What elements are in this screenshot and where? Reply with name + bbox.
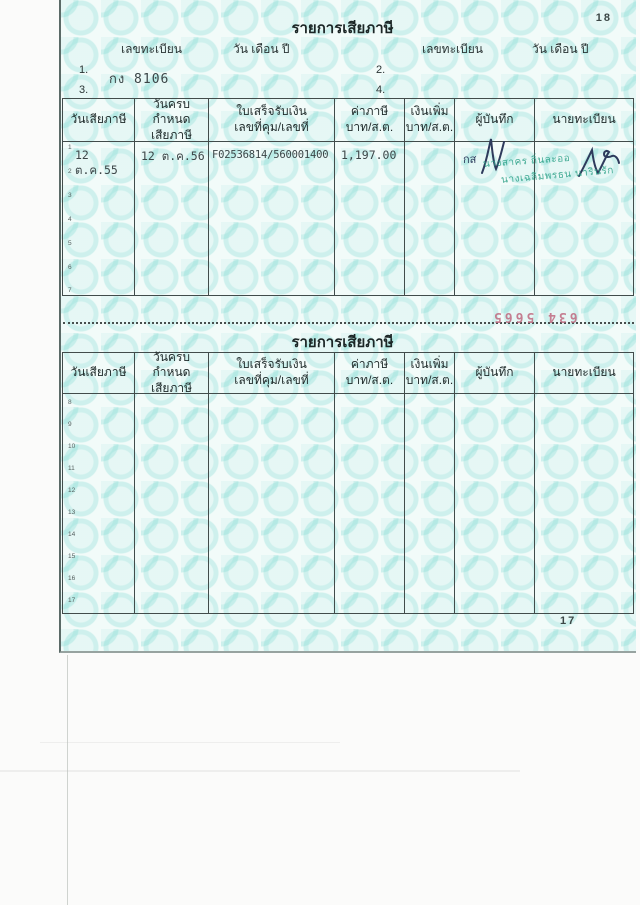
section-title-bottom: รายการเสียภาษี xyxy=(291,334,394,351)
cell-receipt xyxy=(209,142,335,295)
label-date-right: วัน เดือน ปี xyxy=(532,42,589,56)
item-number-1: 1. xyxy=(79,64,89,76)
row-number: 5 xyxy=(68,240,72,247)
cell-surcharge xyxy=(405,142,455,295)
col-header-tax-amount: ค่าภาษี บาท/ส.ต. xyxy=(335,99,405,142)
row-number: 11 xyxy=(68,465,75,472)
entry-due-date: 12 ต.ค.56 xyxy=(141,149,205,163)
row-number: 2 xyxy=(68,168,72,175)
cell-recorder xyxy=(455,394,535,613)
row-number: 4 xyxy=(68,216,72,223)
row-number: 13 xyxy=(68,509,76,516)
entry-tax-date: 12 ต.ค.55 xyxy=(75,148,118,177)
col-header-tax-date: วันเสียภาษี xyxy=(63,353,135,394)
row-number: 3 xyxy=(68,192,72,199)
cell-tax-date xyxy=(63,142,135,295)
cell-tax-amount xyxy=(335,142,405,295)
col-header-registrar: นายทะเบียน xyxy=(535,99,633,142)
cell-receipt xyxy=(209,394,335,613)
cell-surcharge xyxy=(405,394,455,613)
cell-registrar xyxy=(535,394,633,613)
label-registration-left: เลขทะเบียน xyxy=(121,42,182,56)
item-number-4: 4. xyxy=(376,84,386,96)
scan-smudge xyxy=(0,770,520,772)
name-stamp-line2: นางเฉลิมพรธน นารินรัก xyxy=(500,165,615,186)
row-number: 10 xyxy=(68,443,76,450)
row-number: 16 xyxy=(68,575,76,582)
row-number: 17 xyxy=(68,597,76,604)
col-header-recorder: ผู้บันทึก xyxy=(455,99,535,142)
entry-tax-amount: 1,197.00 xyxy=(341,148,397,162)
section-title-top: รายการเสียภาษี xyxy=(291,20,394,37)
row-number: 9 xyxy=(68,421,72,428)
col-header-receipt: ใบเสร็จรับเงิน เลขที่คุม/เลขที่ xyxy=(209,99,335,142)
underlying-page-edge xyxy=(67,655,68,905)
item-number-2: 2. xyxy=(376,64,386,76)
row-number: 8 xyxy=(68,399,72,406)
cell-due-date xyxy=(135,394,209,613)
registration-plate-value: กง 8106 xyxy=(109,72,170,87)
row-number: 1 xyxy=(68,144,72,151)
col-header-receipt: ใบเสร็จรับเงิน เลขที่คุม/เลขที่ xyxy=(209,353,335,394)
label-registration-right: เลขทะเบียน xyxy=(422,42,483,56)
scan-smudge xyxy=(40,742,340,743)
recorder-initials: กส xyxy=(463,154,477,166)
label-date-left: วัน เดือน ปี xyxy=(233,42,290,56)
cell-tax-date xyxy=(63,394,135,613)
row-number: 14 xyxy=(68,531,76,538)
col-header-tax-amount: ค่าภาษี บาท/ส.ต. xyxy=(335,353,405,394)
entry-receipt-no: F02536814/560001400 xyxy=(212,149,329,161)
col-header-surcharge: เงินเพิ่ม บาท/ส.ต. xyxy=(405,353,455,394)
col-header-due-date: วันครบกำหนด เสียภาษี xyxy=(135,99,209,142)
name-stamp-line1: นางสาคร ถิ่นละออ xyxy=(482,152,571,171)
tax-table-top xyxy=(62,98,634,296)
tax-book-page xyxy=(59,0,636,653)
page-number-top: 18 xyxy=(595,12,612,24)
tax-table-bottom xyxy=(62,349,634,614)
col-header-surcharge: เงินเพิ่ม บาท/ส.ต. xyxy=(405,99,455,142)
item-number-3: 3. xyxy=(79,84,89,96)
serial-number-stamp: 634 5665 xyxy=(491,309,578,324)
page-number-bottom: 17 xyxy=(560,615,577,627)
col-header-tax-date: วันเสียภาษี xyxy=(63,99,135,142)
col-header-due-date: วันครบกำหนด เสียภาษี xyxy=(135,353,209,394)
cell-tax-amount xyxy=(335,394,405,613)
cell-due-date xyxy=(135,142,209,295)
col-header-registrar: นายทะเบียน xyxy=(535,353,633,394)
col-header-recorder: ผู้บันทึก xyxy=(455,353,535,394)
row-number: 12 xyxy=(68,487,76,494)
row-number: 15 xyxy=(68,553,76,560)
row-number: 6 xyxy=(68,264,72,271)
row-number: 7 xyxy=(68,287,72,294)
